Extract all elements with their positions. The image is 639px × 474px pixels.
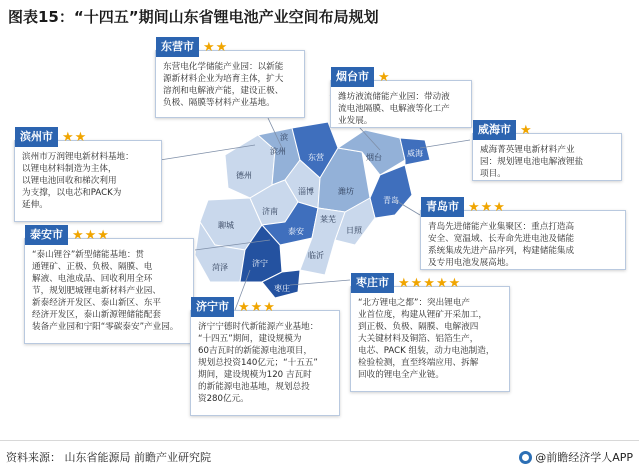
card-yantai [330, 69, 472, 128]
card-zaozhuang-stars: ★★★★★ [398, 275, 462, 291]
card-qingdao-stars: ★★★ [468, 199, 506, 215]
card-yantai-text: 潍坊液流储能产业园：带动液 流电池隔膜、电解液等化工产 业发展。 [338, 92, 450, 126]
brand-text: @前瞻经济学人APP [535, 451, 633, 464]
card-taian-text: “泰山锂谷”新型储能基地：贯 通锂矿、正极、负极、隔膜、电 解液、电池成品、回收利用全环 节，规划肥城锂电新材料产业园、 新泰经济开发区、泰山新区、东平 经济开发区，泰山新源锂储能配套 装备产业园和宁阳“零碳泰安”产业园。 [32, 250, 179, 332]
card-jining-text: 济宁宁德时代新能源产业基地： “十四五”期间，建设规模为 60吉瓦时的新能源电池项目， 规划总投资140亿元；“十五五” 期间，建设规模为120 吉瓦时 的新能源电池基地，规划总投 资280亿元。 [198, 322, 319, 404]
map-label-heze: 菏泽 [212, 263, 228, 272]
map-label-qingdao: 青岛 [383, 196, 399, 205]
card-zaozhuang-name: 枣庄市 [351, 273, 394, 293]
card-yantai-name: 烟台市 [331, 67, 374, 87]
map-label-jinan: 济南 [262, 207, 278, 216]
connector-weihai [420, 140, 470, 148]
card-zaozhuang [350, 275, 510, 392]
map-label-laiwu: 莱芜 [320, 215, 336, 224]
map-label-weifang: 潍坊 [338, 187, 354, 196]
card-qingdao-text: 青岛先进储能产业集聚区：重点打造高 安全、宽温域、长寿命先进电池及储能 系统集成先进产品序列，构建储能集成 及专用电池发展高地。 [428, 222, 575, 268]
card-taian-name: 泰安市 [25, 225, 68, 245]
map-label-weihai: 威海 [407, 149, 423, 158]
card-weihai [472, 122, 622, 181]
card-jining-stars: ★★★ [238, 299, 276, 315]
map-label-liaocheng: 聊城 [218, 221, 234, 230]
map-label-rizhao: 日照 [346, 226, 362, 235]
map-label-dezhou: 德州 [236, 171, 252, 180]
card-binzhou-name: 滨州市 [15, 127, 58, 147]
card-weihai-text: 威海菁英锂电新材料产业 园：规划锂电池电解液锂盐 项目。 [480, 145, 584, 179]
card-dongying [155, 39, 305, 118]
card-jining-name: 济宁市 [191, 297, 234, 317]
card-binzhou [14, 129, 162, 222]
brand-logo-icon [519, 451, 532, 464]
card-jining [190, 299, 340, 416]
card-qingdao-name: 青岛市 [421, 197, 464, 217]
card-taian-stars: ★★★ [72, 227, 110, 243]
map-label-dongying: 东营 [308, 153, 324, 162]
source-note: 资料来源： 山东省能源局 前瞻产业研究院 [6, 451, 211, 464]
map-label-zaozhuang: 枣庄 [274, 284, 290, 293]
card-binzhou-stars: ★★ [62, 129, 88, 145]
card-zaozhuang-text: “北方锂电之都”：突出锂电产 业首位度，构建从锂矿开采加工， 到正极、负极、隔膜、电解液四 大关键材料及铜箔、铝箔生产， 电芯、PACK 组装，动力电池制造， 检验检测，直至终端应用、拆解 回收的锂电全产业链。 [358, 298, 495, 380]
card-dongying-name: 东营市 [156, 37, 199, 57]
map-label-taian: 泰安 [288, 227, 304, 236]
map-label-bin: 滨 [280, 133, 288, 142]
region-qingdao [370, 165, 412, 218]
card-dongying-text: 东营电化学储能产业园：以新能 源新材料企业为培育主体，扩大 溶剂和电解液产能，建设正极、 负极、隔膜等材料产业基地。 [163, 62, 284, 108]
map-label-binzhou: 滨州 [270, 147, 286, 156]
map-label-jining: 济宁 [252, 259, 268, 268]
card-taian [24, 227, 194, 344]
brand-credit [519, 449, 633, 465]
map-label-linyi: 临沂 [308, 251, 324, 260]
footer-divider [0, 440, 639, 441]
page-title: 图表15：“十四五”期间山东省锂电池产业空间布局规划 [8, 8, 379, 26]
card-weihai-stars: ★ [520, 122, 533, 138]
card-weihai-name: 威海市 [473, 120, 516, 140]
map-label-yantai: 烟台 [366, 153, 382, 162]
card-dongying-stars: ★★ [203, 39, 229, 55]
map-label-zibo: 淄博 [298, 187, 314, 196]
card-qingdao [420, 199, 626, 270]
card-binzhou-text: 滨州市万润锂电新材料基地： 以锂电材料制造为主体， 以锂电池回收和梯次利用 为支撑，以电芯和PACK为 延伸。 [22, 152, 134, 210]
card-yantai-stars: ★ [378, 69, 391, 85]
